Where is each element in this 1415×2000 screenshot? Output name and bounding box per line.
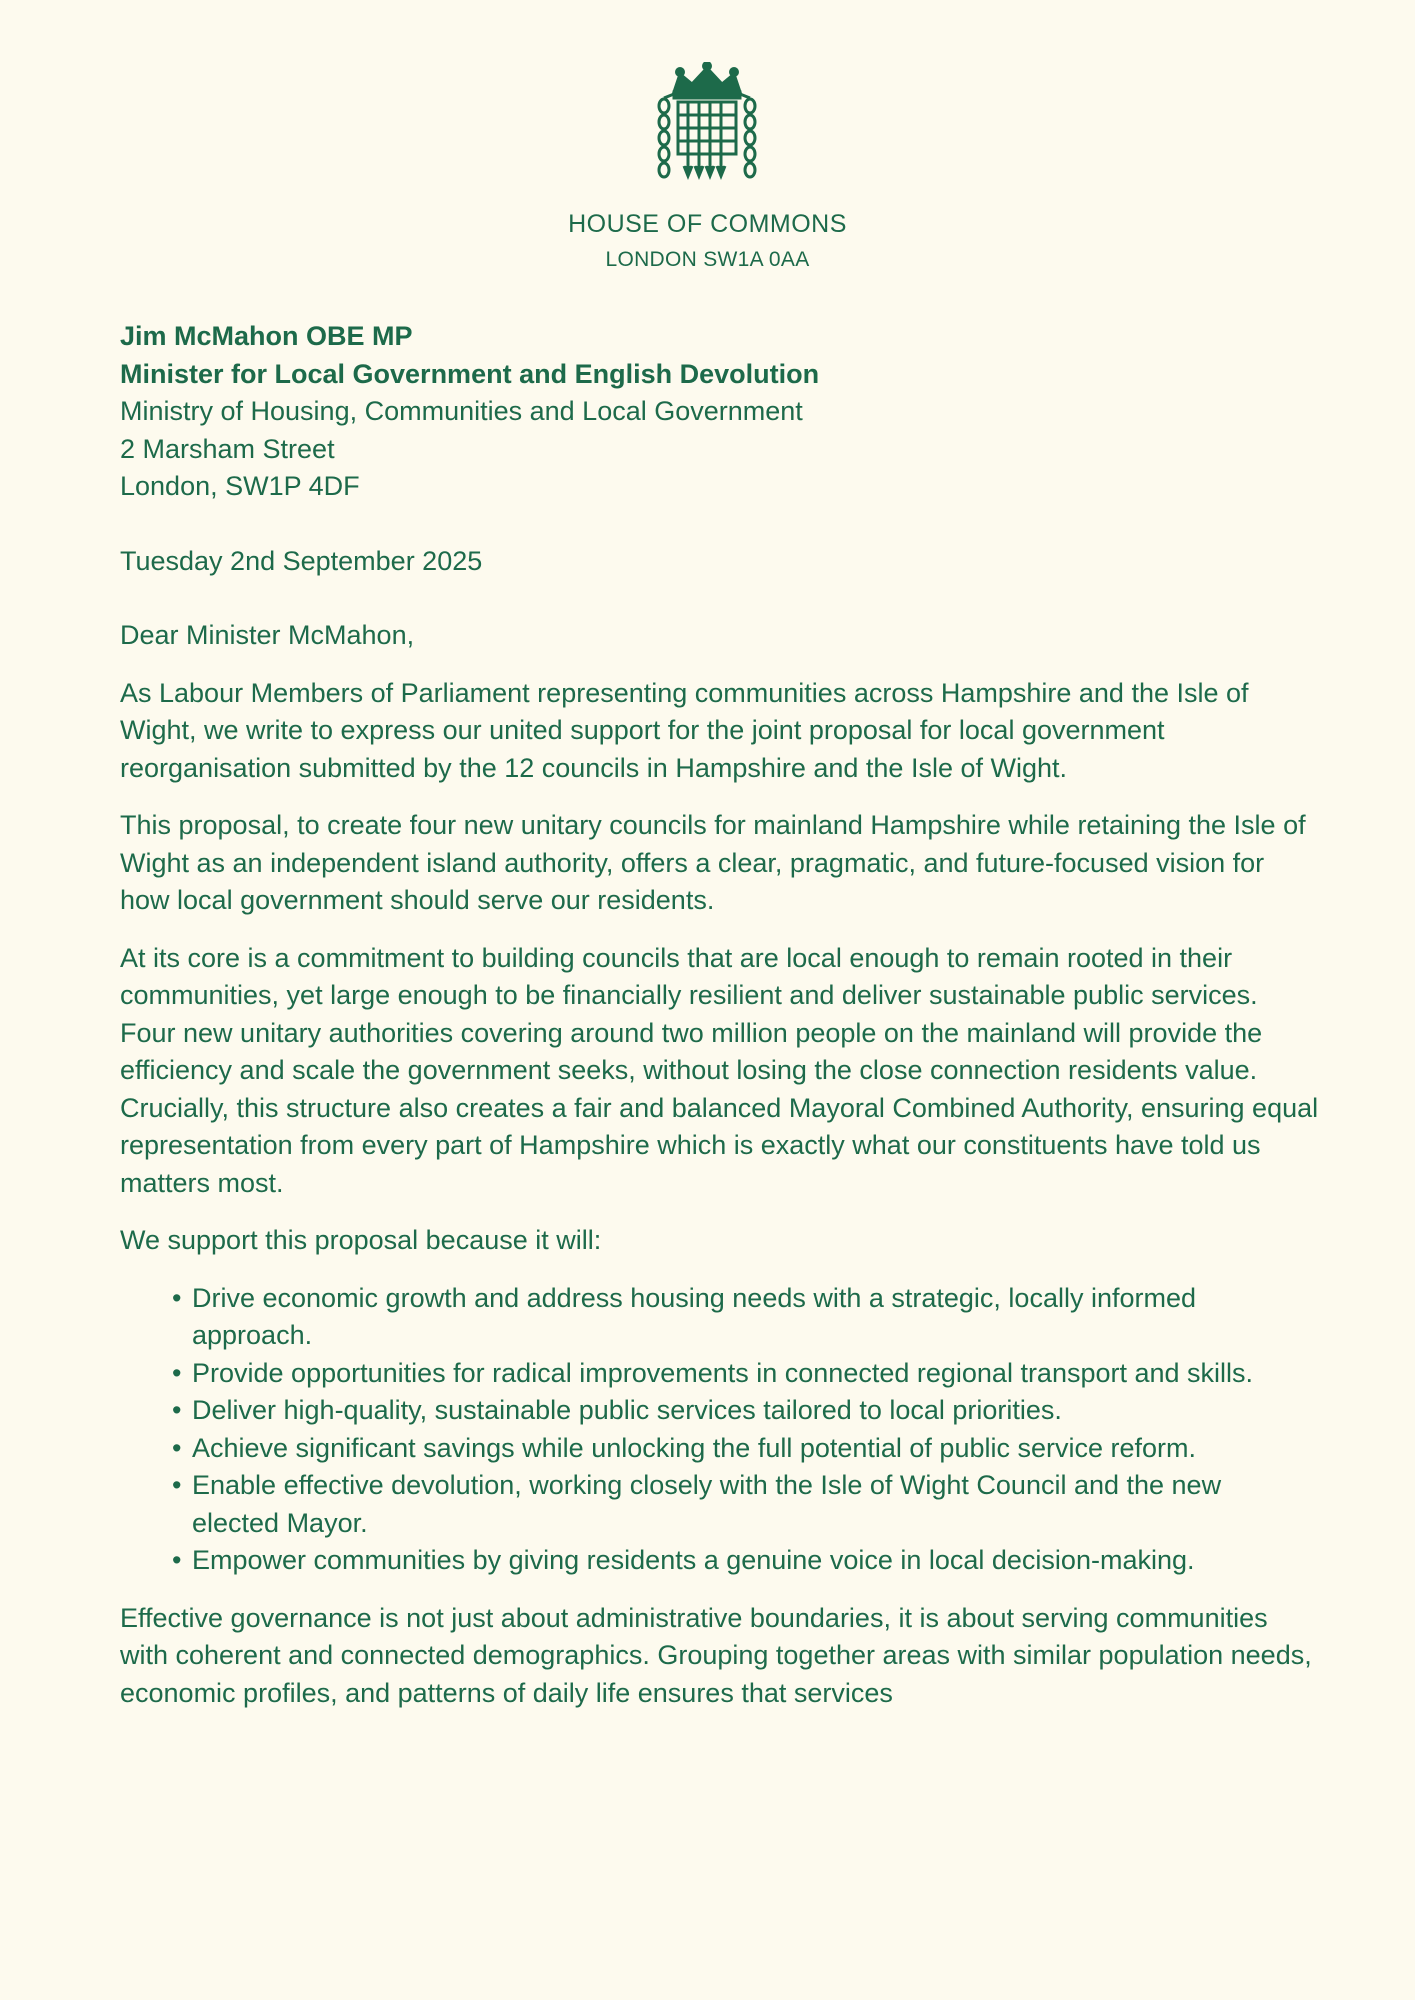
paragraph: Effective governance is not just about administrative boundaries, it is about serving communities with coherent and connected demographics. Grouping together areas with similar population needs, economic profiles, and patterns of daily life ensures that services (120, 1602, 1312, 1708)
recipient-street: 2 Marsham Street (120, 433, 335, 464)
recipient-name: Jim McMahon OBE MP (120, 321, 413, 351)
list-item: • Enable effective devolution, working closely with the Isle of Wight Council and the new elected Mayor. (172, 1467, 1272, 1542)
list-item: • Provide opportunities for radical improvements in connected regional transport and skills. (172, 1355, 1272, 1393)
letter-body (120, 318, 1320, 1712)
letter-date: Tuesday 2nd September 2025 (120, 545, 483, 576)
paragraph: As Labour Members of Parliament representing communities across Hampshire and the Isle of Wight, we write to express our united support for the joint proposal for local government reorganisation submitted by the 12 councils in Hampshire and the Isle of Wight. (120, 677, 1249, 783)
recipient-department: Ministry of Housing, Communities and Local Government (120, 396, 803, 426)
recipient-role: Minister for Local Government and English Devolution (120, 358, 820, 389)
recipient-city: London, SW1P 4DF (120, 471, 360, 501)
list-item: • Drive economic growth and address housing needs with a strategic, locally informed approach. (172, 1280, 1272, 1355)
list-item: • Deliver high-quality, sustainable public services tailored to local priorities. (172, 1392, 1272, 1430)
bullet-list (120, 1280, 1320, 1580)
paragraph: This proposal, to create four new unitary councils for mainland Hampshire while retaining the Isle of Wight as an independent island authority, offers a clear, pragmatic, and future-focused vision for how local government should serve our residents. (120, 810, 1306, 915)
paragraph: At its core is a commitment to building councils that are local enough to remain rooted in their communities, yet large enough to be financially resilient and deliver sustainable public services. Four new unitary authorities covering around two million people on the mainland will provide the efficiency and scale the government seeks, without losing the close connection residents value. Crucially, this structure also creates a fair and balanced Mayoral Combined Authority, ensuring equal representation from every part of Hampshire which is exactly what our constituents have told us matters most. (120, 942, 1319, 1198)
salutation: Dear Minister McMahon, (120, 620, 415, 650)
portcullis-icon (652, 62, 762, 182)
org-address: LONDON SW1A 0AA (605, 248, 810, 271)
paragraph: We support this proposal because it will: (120, 1225, 602, 1255)
org-name: HOUSE OF COMMONS (568, 210, 847, 238)
list-item: • Achieve significant savings while unlocking the full potential of public service reform. (172, 1430, 1272, 1468)
list-item: • Empower communities by giving residents a genuine voice in local decision-making. (172, 1542, 1272, 1580)
